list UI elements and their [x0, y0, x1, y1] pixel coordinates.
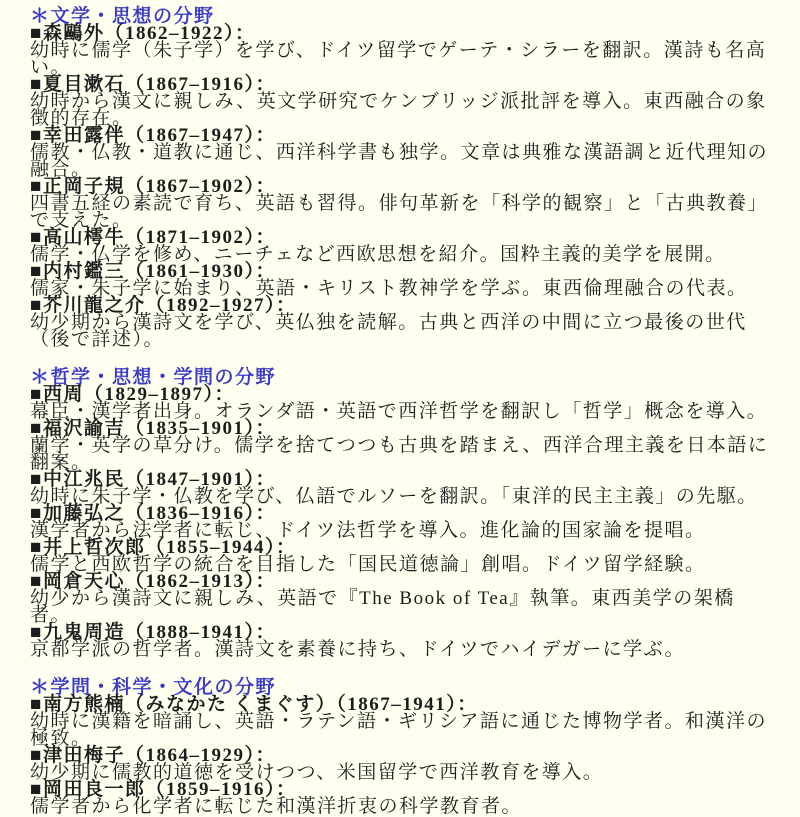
entry-desc: 幼少期に儒教的道徳を受けつつ、米国留学で西洋教育を導入。: [30, 762, 604, 783]
entry-natsume-soseki: [30, 76, 770, 127]
entry-nakae-chomin: [30, 471, 770, 505]
entry-title: ■幸田露伴（1867–1947）：: [30, 125, 276, 146]
entry-desc: 京都学派の哲学者。漢詩文を素養に持ち、ドイツでハイデガーに学ぶ。: [30, 639, 686, 660]
entry-title: ■岡倉天心（1862–1913）：: [30, 571, 276, 592]
entry-title: ■九鬼周造（1888–1941）：: [30, 622, 276, 643]
entry-desc: 儒教・仏教・道教に通じ、西洋科学書も独学。文章は典雅な漢語調と近代理知の融合。: [30, 142, 769, 180]
section-heading: ＊哲学・思想・学問の分野: [30, 367, 277, 388]
entry-akutagawa-ryunosuke: [30, 297, 770, 348]
entry-title: ■夏目漱石（1867–1916）：: [30, 74, 276, 95]
entry-desc: 儒学者から化学者に転じた和漢洋折衷の科学教育者。: [30, 796, 523, 817]
entry-title: ■西周（1829–1897）：: [30, 384, 235, 405]
entry-desc: 蘭学・英学の草分け。儒学を捨てつつも古典を踏まえ、西洋合理主義を日本語に翻案。: [30, 435, 769, 473]
entry-inoue-tetsujiro: [30, 539, 770, 573]
entry-title: ■正岡子規（1867–1902）：: [30, 176, 276, 197]
entry-tsuda-umeko: [30, 747, 770, 781]
section-heading: ＊学問・科学・文化の分野: [30, 677, 277, 698]
entry-title: ■加藤弘之（1836–1916）：: [30, 503, 276, 524]
entry-desc: 幼少期から漢詩文を学び、英仏独を読解。古典と西洋の中間に立つ最後の世代（後で詳述）。: [30, 312, 747, 350]
section-philosophy-thought-scholarship: [30, 369, 770, 658]
entry-title: ■中江兆民（1847–1901）：: [30, 469, 276, 490]
entry-desc: 幼時に朱子学・仏教を学び、仏語でルソーを翻訳。「東洋的民主主義」の先駆。: [30, 486, 758, 507]
entry-uchimura-kanzo: [30, 263, 770, 297]
entry-title: ■南方熊楠（みなかた くまぐす）（1867–1941）：: [30, 694, 478, 715]
entry-title: ■森鷗外（1862–1922）：: [30, 23, 256, 44]
section-heading: ＊文学・思想の分野: [30, 6, 215, 27]
entry-okada-ryoichiro: [30, 781, 770, 815]
entry-desc: 四書五経の素読で育ち、英語も習得。俳句革新を「科学的観察」と「古典教養」で支えた。: [30, 193, 769, 231]
entry-title: ■岡田良一郎（1859–1916）：: [30, 779, 297, 800]
entry-title: ■福沢諭吉（1835–1901）：: [30, 418, 276, 439]
entry-desc: 幼時に漢籍を暗誦し、英語・ラテン語・ギリシア語に通じた博物学者。和漢洋の極致。: [30, 711, 768, 749]
entry-title: ■高山樗牛（1871–1902）：: [30, 227, 276, 248]
entry-title: ■井上哲次郎（1855–1944）：: [30, 537, 297, 558]
entry-koda-rohan: [30, 127, 770, 178]
entry-mori-ogai: [30, 25, 770, 76]
entry-takayama-chogyu: [30, 229, 770, 263]
entry-desc: 幼時から漢文に親しみ、英文学研究でケンブリッジ派批評を導入。東西融合の象徴的存在。: [30, 91, 767, 129]
section-literature-thought: [30, 8, 770, 348]
entry-fukuzawa-yukichi: [30, 420, 770, 471]
entry-okakura-tenshin: [30, 573, 770, 624]
entry-desc: 幼少から漢詩文に親しみ、英語で『The Book of Tea』執筆。東西美学の架橋者。: [30, 588, 735, 626]
entry-desc: 幼時に儒学（朱子学）を学び、ドイツ留学でゲーテ・シラーを翻訳。漢詩も名高い。: [30, 40, 767, 78]
entry-nishi-amane: [30, 386, 770, 420]
entry-kato-hiroyuki: [30, 505, 770, 539]
entry-title: ■内村鑑三（1861–1930）：: [30, 261, 276, 282]
entry-desc: 儒家・朱子学に始まり、英語・キリスト教神学を学ぶ。東西倫理融合の代表。: [30, 278, 748, 299]
entry-desc: 幕臣・漢学者出身。オランダ語・英語で西洋哲学を翻訳し「哲学」概念を導入。: [30, 401, 768, 422]
entry-title: ■芥川龍之介（1892–1927）：: [30, 295, 297, 316]
entry-desc: 漢学者から法学者に転じ、ドイツ法哲学を導入。進化論的国家論を提唱。: [30, 520, 706, 541]
entry-masaoka-shiki: [30, 178, 770, 229]
entry-desc: 儒学・仏学を修め、ニーチェなど西欧思想を紹介。国粋主義的美学を展開。: [30, 244, 726, 265]
entry-minakata-kumagusu: [30, 696, 770, 747]
section-scholarship-science-culture: [30, 679, 770, 815]
entry-kuki-shuzo: [30, 624, 770, 658]
entry-desc: 儒学と西欧哲学の統合を目指した「国民道徳論」創唱。ドイツ留学経験。: [30, 554, 706, 575]
entry-title: ■津田梅子（1864–1929）：: [30, 745, 276, 766]
